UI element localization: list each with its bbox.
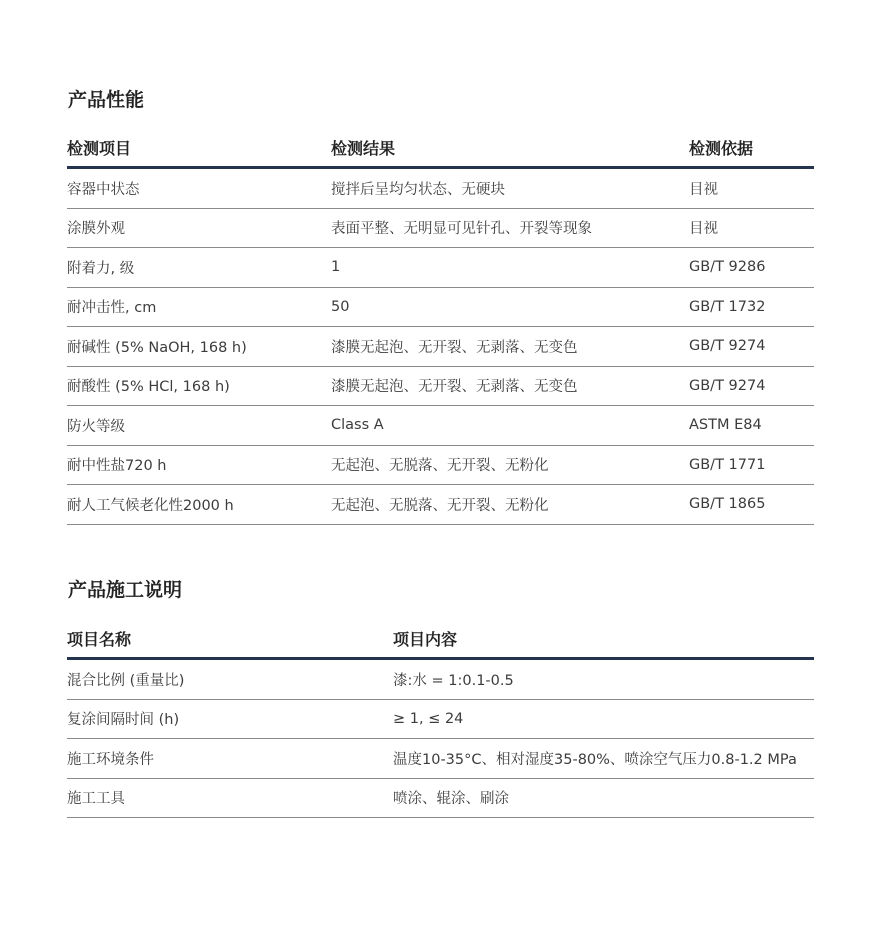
test-item: 耐中性盐720 h [67, 445, 331, 485]
performance-section-title: 产品性能 [68, 89, 145, 111]
performance-header-row [67, 129, 814, 168]
item-content: 漆:水 = 1:0.1-0.5 [393, 659, 814, 700]
test-standard: GB/T 1732 [689, 287, 814, 327]
test-standard: GB/T 9286 [689, 248, 814, 288]
header-test-result: 检测结果 [331, 129, 689, 168]
test-item: 附着力, 级 [67, 248, 331, 288]
application-header-row [67, 620, 814, 659]
header-test-item: 检测项目 [67, 129, 331, 168]
test-item: 耐冲击性, cm [67, 287, 331, 327]
test-result: 搅拌后呈均匀状态、无硬块 [331, 168, 689, 209]
test-standard: GB/T 1771 [689, 445, 814, 485]
test-result: 无起泡、无脱落、无开裂、无粉化 [331, 445, 689, 485]
table-row [67, 168, 814, 209]
test-item: 耐碱性 (5% NaOH, 168 h) [67, 327, 331, 367]
application-table [67, 620, 814, 818]
table-row [67, 659, 814, 700]
item-name: 混合比例 (重量比) [67, 659, 393, 700]
test-standard: ASTM E84 [689, 406, 814, 446]
test-item: 防火等级 [67, 406, 331, 446]
item-content: 喷涂、辊涂、刷涂 [393, 778, 814, 818]
test-item: 涂膜外观 [67, 208, 331, 248]
item-content: ≥ 1, ≤ 24 [393, 699, 814, 739]
table-row [67, 485, 814, 525]
test-result: 无起泡、无脱落、无开裂、无粉化 [331, 485, 689, 525]
test-standard: 目视 [689, 168, 814, 209]
test-result: 漆膜无起泡、无开裂、无剥落、无变色 [331, 366, 689, 406]
test-result: Class A [331, 406, 689, 446]
test-item: 耐酸性 (5% HCl, 168 h) [67, 366, 331, 406]
item-content: 温度10-35°C、相对湿度35-80%、喷涂空气压力0.8-1.2 MPa [393, 739, 814, 779]
table-row [67, 248, 814, 288]
test-result: 表面平整、无明显可见针孔、开裂等现象 [331, 208, 689, 248]
table-row [67, 778, 814, 818]
item-name: 施工工具 [67, 778, 393, 818]
table-row [67, 445, 814, 485]
test-standard: 目视 [689, 208, 814, 248]
table-row [67, 366, 814, 406]
table-row [67, 699, 814, 739]
test-standard: GB/T 9274 [689, 327, 814, 367]
test-item: 耐人工气候老化性2000 h [67, 485, 331, 525]
test-result: 漆膜无起泡、无开裂、无剥落、无变色 [331, 327, 689, 367]
performance-table [67, 129, 814, 525]
header-test-standard: 检测依据 [689, 129, 814, 168]
table-row [67, 327, 814, 367]
header-item-name: 项目名称 [67, 620, 393, 659]
table-row [67, 406, 814, 446]
test-result: 1 [331, 248, 689, 288]
test-result: 50 [331, 287, 689, 327]
test-item: 容器中状态 [67, 168, 331, 209]
table-row [67, 287, 814, 327]
item-name: 复涂间隔时间 (h) [67, 699, 393, 739]
header-item-content: 项目内容 [393, 620, 814, 659]
test-standard: GB/T 9274 [689, 366, 814, 406]
item-name: 施工环境条件 [67, 739, 393, 779]
test-standard: GB/T 1865 [689, 485, 814, 525]
application-section-title: 产品施工说明 [68, 579, 183, 601]
table-row [67, 739, 814, 779]
table-row [67, 208, 814, 248]
